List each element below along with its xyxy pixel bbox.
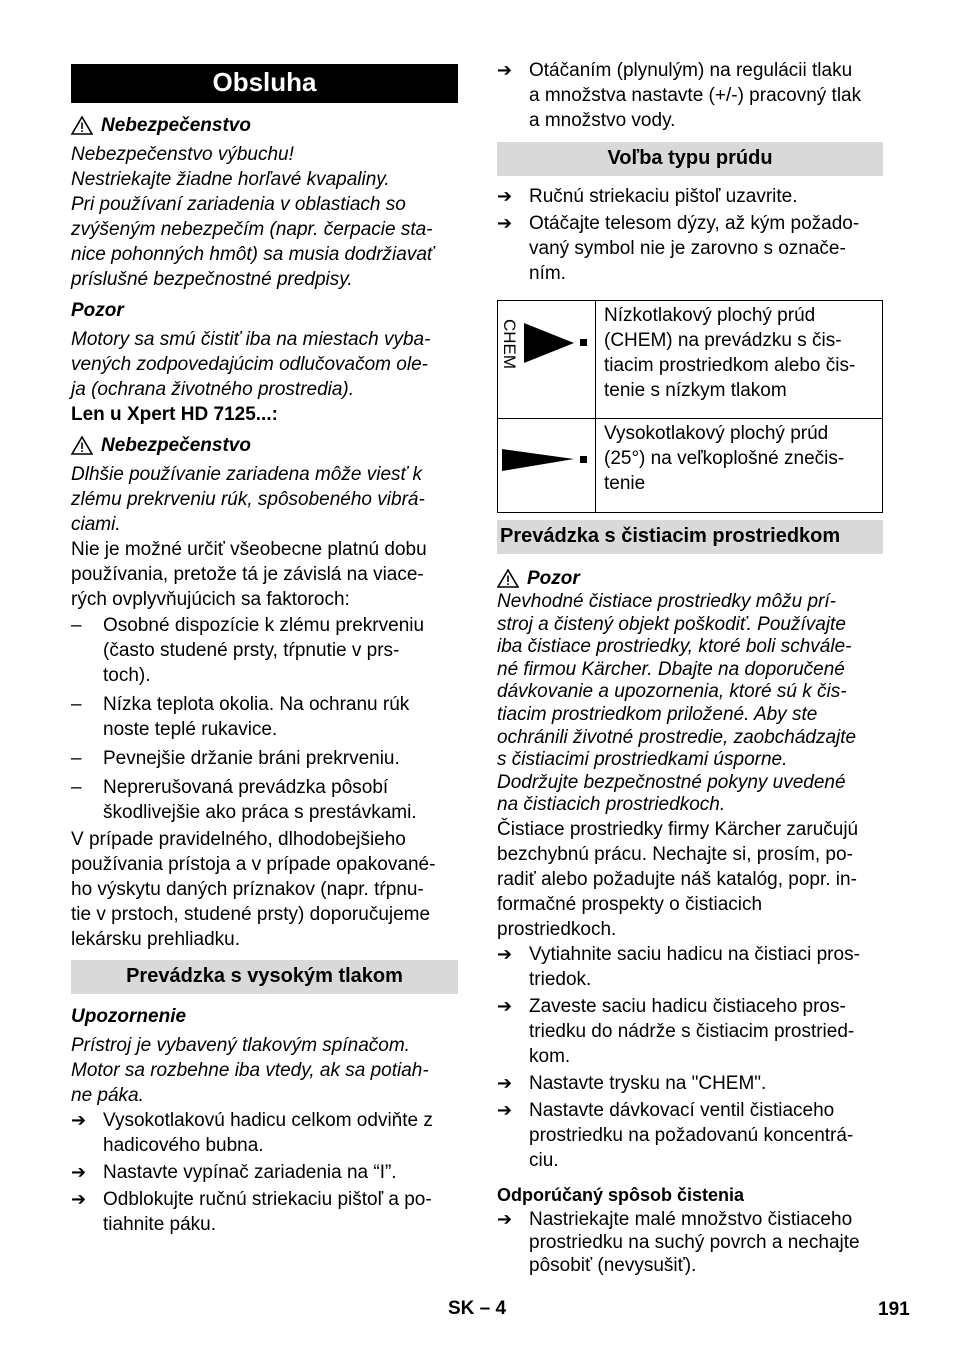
text-line: používania, pretože tá je závislá na viace- <box>71 564 424 585</box>
list-item <box>71 746 458 771</box>
text-line: ho výskytu daných príznakov (napr. tŕpnu- <box>71 879 424 900</box>
danger-label: Nebezpečenstvo <box>101 115 251 136</box>
text-line: Zaveste saciu hadicu čistiaceho pros- <box>529 995 846 1017</box>
text-line: a množstvo vody. <box>529 110 676 131</box>
caution-notice <box>497 566 883 591</box>
text-line: Nestriekajte žiadne horľavé kvapaliny. <box>71 169 390 190</box>
recommended-heading: Odporúčaný spôsob čistenia <box>497 1184 745 1205</box>
text-line: príslušné bezpečnostné predpisy. <box>71 269 353 290</box>
text-line: a množstva nastavte (+/-) pracovný tlak <box>529 85 862 106</box>
text-line: né firmou Kärcher. Dbajte na doporučené <box>497 658 845 680</box>
danger-notice-1 <box>71 113 458 138</box>
advice-text <box>71 827 458 952</box>
text-line: Osobné dispozície k zlému prekrveniu <box>103 615 425 636</box>
arrow-right-icon: ➔ <box>71 1162 87 1182</box>
text-line: stroj a čistený objekt poškodiť. Používajte <box>497 613 846 635</box>
text-line: na čistiacich prostriedkoch. <box>497 794 726 816</box>
jet-type-table <box>497 300 883 513</box>
section-heading-detergent: Prevádzka s čistiacim prostriedkom <box>497 520 883 554</box>
dash-marker: – <box>71 615 82 636</box>
arrow-right-icon: ➔ <box>497 60 513 80</box>
step-item <box>71 1160 458 1185</box>
list-item <box>71 613 458 688</box>
text-line: iba čistiace prostriedky, ktoré boli schvále- <box>497 636 852 658</box>
high-pressure-jet-icon <box>498 419 595 505</box>
dash-marker: – <box>71 777 82 798</box>
text-line: Nízkotlakový plochý prúd <box>604 305 816 326</box>
text-line: tie v prstoch, studené prsty) doporučujeme <box>71 904 431 925</box>
caution-label: Pozor <box>71 300 124 321</box>
notice-label: Upozornenie <box>71 1006 187 1027</box>
arrow-right-icon: ➔ <box>497 186 513 206</box>
text-line: ním. <box>529 263 566 284</box>
text-line: Vysokotlakovú hadicu celkom odviňte z <box>103 1110 433 1131</box>
arrow-right-icon: ➔ <box>497 1208 513 1229</box>
caution-label: Pozor <box>527 568 580 589</box>
text-line: Nebezpečenstvo výbuchu! <box>71 144 294 165</box>
section-heading-high-pressure: Prevádzka s vysokým tlakom <box>71 960 458 994</box>
text-line: prostriedku na požadovanú koncentrá- <box>529 1124 854 1146</box>
intro-text <box>71 537 458 612</box>
arrow-right-icon: ➔ <box>497 943 513 964</box>
dash-marker: – <box>71 694 82 715</box>
arrow-right-icon: ➔ <box>71 1110 87 1130</box>
description-cell <box>596 419 883 513</box>
step-item <box>497 1071 883 1096</box>
text-line: tiacim prostriedkom priložené. Aby ste <box>497 703 818 725</box>
warning-triangle-icon <box>497 569 519 588</box>
text-line: radiť alebo požadujte náš katalóg, popr. in- <box>497 868 857 890</box>
text-line: Dodržujte bezpečnostné pokyny uvedené <box>497 771 846 793</box>
text-line: ciu. <box>529 1149 559 1171</box>
step-item <box>497 1208 883 1277</box>
arrow-right-icon: ➔ <box>497 1099 513 1120</box>
text-line: škodlivejšie ako práca s prestávkami. <box>103 802 417 823</box>
text-line: bezchybnú prácu. Nechajte si, prosím, po- <box>497 843 853 865</box>
text-line: vených zodpovedajúcim odlučovačom ole- <box>71 354 428 375</box>
model-heading: Len u Xpert HD 7125...: <box>71 404 278 425</box>
section-heading-jet-type: Voľba typu prúdu <box>497 142 883 176</box>
text-line: lekársku prehliadku. <box>71 929 240 950</box>
step-item <box>71 1187 458 1237</box>
notice-text <box>71 1033 458 1108</box>
text-line: používania prístoja a v prípade opakované- <box>71 854 436 875</box>
text-line: (často studené prsty, tŕpnutie v prs- <box>103 640 400 661</box>
text-line: Nízka teplota okolia. Na ochranu rúk <box>103 694 410 715</box>
text-line: Motor sa rozbehne iba vtedy, ak sa potiah- <box>71 1060 429 1081</box>
text-line: zvýšeným nebezpečím (napr. čerpacie sta- <box>71 219 433 240</box>
text-line: Vytiahnite saciu hadicu na čistiaci pros- <box>529 943 860 965</box>
description-cell <box>596 301 883 419</box>
symbol-cell <box>498 419 596 513</box>
list-item <box>71 692 458 742</box>
text-line: Pevnejšie držanie bráni prekrveniu. <box>103 748 400 769</box>
text-line: formačné prospekty o čistiacich <box>497 893 763 915</box>
table-row <box>498 301 883 419</box>
text-line: triedok. <box>529 968 592 990</box>
caution-text <box>71 327 458 402</box>
text-line: dávkovanie a upozornenia, ktoré sú k čis- <box>497 681 847 703</box>
danger-text-1 <box>71 142 458 292</box>
list-item <box>71 775 458 825</box>
step-item <box>497 994 883 1069</box>
text-line: V prípade pravidelného, dlhodobejšieho <box>71 829 406 850</box>
text-line: Prístroj je vybavený tlakovým spínačom. <box>71 1035 410 1056</box>
left-column <box>71 58 458 1237</box>
text-line: Pri používaní zariadenia v oblastiach so <box>71 194 406 215</box>
text-line: Nevhodné čistiace prostriedky môžu prí- <box>497 591 836 612</box>
text-line: Odblokujte ručnú striekaciu pištoľ a po- <box>103 1189 432 1210</box>
text-line: ja (ochrana životného prostredia). <box>71 379 355 400</box>
step-item <box>71 1108 458 1158</box>
step-item <box>497 1098 883 1173</box>
text-line: prostriedkoch. <box>497 918 617 940</box>
text-line: nice pohonných hmôt) sa musia dodržiavať <box>71 244 434 265</box>
text-line: tenie <box>604 473 646 494</box>
dash-marker: – <box>71 748 82 769</box>
text-line: ciami. <box>71 514 121 535</box>
text-line: rých ovplyvňujúcich sa faktoroch: <box>71 589 350 610</box>
arrow-right-icon: ➔ <box>497 213 513 233</box>
danger-text-2 <box>71 462 458 537</box>
text-line: noste teplé rukavice. <box>103 719 278 740</box>
text-line: Nastavte dávkovací ventil čistiaceho <box>529 1099 835 1121</box>
right-column <box>497 58 883 1277</box>
step-item <box>497 942 883 992</box>
text-line: Nastriekajte malé množstvo čistiaceho <box>529 1208 853 1230</box>
text-line: toch). <box>103 665 151 686</box>
text-line: hadicového bubna. <box>103 1135 264 1156</box>
text-line: Ručnú striekaciu pištoľ uzavrite. <box>529 186 798 207</box>
page-title: Obsluha <box>71 64 458 103</box>
text-line: Nastavte trysku na "CHEM". <box>529 1072 767 1094</box>
text-line: zlému prekrveniu rúk, spôsobeného vibrá- <box>71 489 425 510</box>
step-item <box>497 211 883 286</box>
low-pressure-jet-icon <box>498 301 595 411</box>
text-line: Motory sa smú čistiť iba na miestach vyba- <box>71 329 431 350</box>
text-line: pôsobiť (nevysušiť). <box>529 1254 697 1276</box>
text-line: tiahnite páku. <box>103 1214 217 1235</box>
text-line: triedku do nádrže s čistiacim prostried- <box>529 1020 855 1042</box>
warning-triangle-icon <box>71 116 93 135</box>
text-line: Vysokotlakový plochý prúd <box>604 423 829 444</box>
step-item <box>497 58 883 133</box>
text-line: tenie s nízkym tlakom <box>604 380 787 401</box>
table-row <box>498 419 883 513</box>
text-line: vaný symbol nie je zarovno s označe- <box>529 238 846 259</box>
danger-notice-2 <box>71 433 458 458</box>
text-line: (CHEM) na prevádzku s čis- <box>604 330 842 351</box>
text-line: Nastavte vypínač zariadenia na “I”. <box>103 1162 397 1183</box>
text-line: Nie je možné určiť všeobecne platnú dobu <box>71 539 427 560</box>
text-line: (25°) na veľkoplošné znečis- <box>604 448 845 469</box>
arrow-right-icon: ➔ <box>497 995 513 1016</box>
footer-section-label: SK – 4 <box>448 1298 507 1319</box>
text-line: prostriedku na suchý povrch a nechajte <box>529 1231 860 1253</box>
chem-label: CHEM <box>500 319 519 370</box>
text-line: Otáčaním (plynulým) na regulácii tlaku <box>529 60 853 81</box>
text-line: s čistiacimi prostriedkami úsporne. <box>497 749 788 771</box>
danger-label: Nebezpečenstvo <box>101 435 251 456</box>
arrow-right-icon: ➔ <box>497 1072 513 1093</box>
text-line: Dlhšie používanie zariadena môže viesť k <box>71 464 423 485</box>
symbol-cell <box>498 301 596 419</box>
arrow-right-icon: ➔ <box>71 1189 87 1209</box>
text-line: ne páka. <box>71 1085 144 1106</box>
text-line: Neprerušovaná prevádzka pôsobí <box>103 777 389 798</box>
caution-text <box>497 591 883 817</box>
text-line: ochránili životné prostredie, zaobchádzajte <box>497 726 857 748</box>
warning-triangle-icon <box>71 436 93 455</box>
text-line: kom. <box>529 1045 571 1067</box>
text-line: Čistiace prostriedky firmy Kärcher zaručujú <box>497 818 859 840</box>
page-number: 191 <box>878 1299 910 1320</box>
text-line: Otáčajte telesom dýzy, až kým požado- <box>529 213 860 234</box>
text-line: tiacim prostriedkom alebo čis- <box>604 355 856 376</box>
step-item <box>497 184 883 209</box>
karcher-text <box>497 817 883 942</box>
